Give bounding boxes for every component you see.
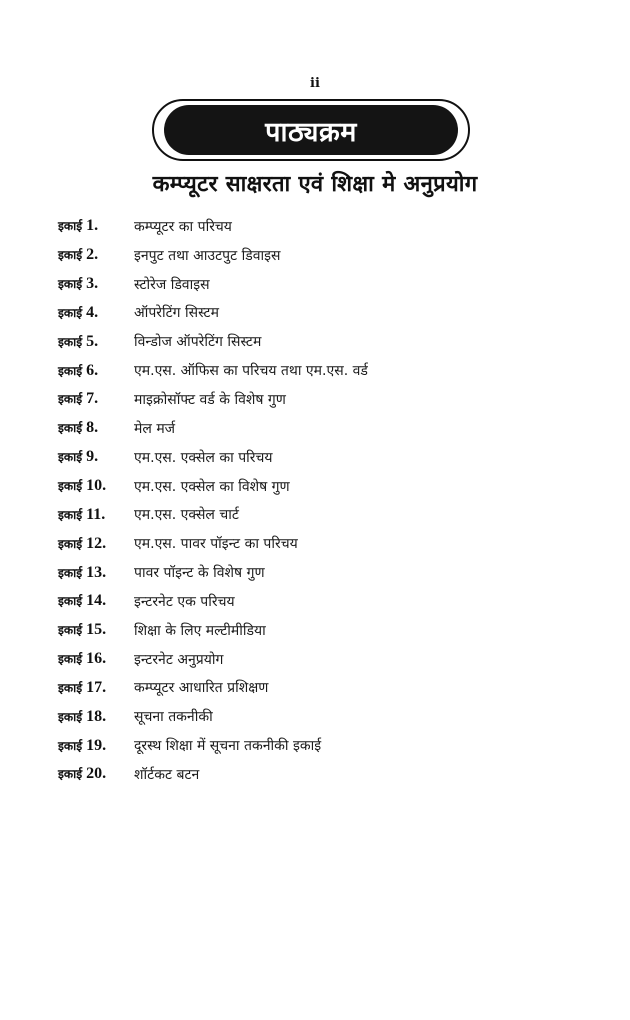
unit-title: एम.एस. एक्सेल चार्ट: [134, 507, 239, 524]
unit-word: इकाई: [58, 363, 83, 378]
unit-word: इकाई: [58, 479, 83, 494]
unit-label: [58, 362, 134, 380]
toc-row: [58, 587, 578, 616]
unit-number: 12.: [86, 534, 107, 552]
toc-row: [58, 472, 578, 501]
unit-title: मेल मर्ज: [134, 420, 176, 437]
course-subtitle: कम्प्यूटर साक्षरता एवं शिक्षा मे अनुप्रयोग: [152, 172, 478, 197]
unit-number: 6.: [86, 361, 99, 379]
unit-word: इकाई: [58, 219, 83, 234]
unit-title: शिक्षा के लिए मल्टीमीडिया: [134, 622, 266, 639]
unit-number: 1.: [86, 217, 99, 235]
toc-row: [58, 443, 578, 472]
toc-row: [58, 299, 578, 328]
toc-row: [58, 356, 578, 385]
unit-label: [58, 592, 134, 610]
toc-row: [58, 414, 578, 443]
unit-title: एम.एस. ऑफिस का परिचय तथा एम.एस. वर्ड: [134, 363, 368, 380]
unit-label: [58, 477, 134, 495]
toc-row: [58, 674, 578, 703]
unit-number: 15.: [86, 621, 107, 639]
unit-word: इकाई: [58, 507, 83, 522]
unit-label: [58, 708, 134, 726]
unit-label: [58, 535, 134, 553]
unit-title: दूरस्थ शिक्षा में सूचना तकनीकी इकाई: [134, 738, 322, 755]
unit-label: [58, 390, 134, 408]
unit-title: ऑपरेटिंग सिस्टम: [134, 305, 219, 322]
unit-word: इकाई: [58, 565, 83, 580]
unit-number: 7.: [86, 390, 99, 408]
unit-label: [58, 650, 134, 668]
unit-title: एम.एस. एक्सेल का विशेष गुण: [134, 478, 290, 495]
toc-row: [58, 385, 578, 414]
unit-title: इन्टरनेट एक परिचय: [134, 593, 235, 610]
toc-row: [58, 760, 578, 789]
unit-word: इकाई: [58, 277, 83, 292]
unit-word: इकाई: [58, 305, 83, 320]
toc-row: [58, 241, 578, 270]
toc-row: [58, 529, 578, 558]
toc-row: [58, 500, 578, 529]
unit-label: [58, 621, 134, 639]
unit-number: 19.: [86, 736, 107, 754]
unit-number: 11.: [86, 505, 106, 523]
unit-title: कम्प्यूटर आधारित प्रशिक्षण: [134, 680, 269, 697]
unit-word: इकाई: [58, 623, 83, 638]
unit-label: [58, 217, 134, 235]
unit-word: इकाई: [58, 248, 83, 263]
unit-title: एम.एस. एक्सेल का परिचय: [134, 449, 273, 466]
unit-title: इनपुट तथा आउटपुट डिवाइस: [134, 247, 281, 264]
unit-number: 20.: [86, 765, 107, 783]
unit-title: एम.एस. पावर पॉइन्ट का परिचय: [134, 536, 298, 553]
unit-label: [58, 737, 134, 755]
unit-number: 9.: [86, 448, 99, 466]
unit-label: [58, 448, 134, 466]
unit-number: 5.: [86, 332, 99, 350]
unit-title: विन्डोज ऑपरेटिंग सिस्टम: [134, 334, 262, 351]
unit-label: [58, 275, 134, 293]
toc-row: [58, 731, 578, 760]
unit-label: [58, 333, 134, 351]
toc-row: [58, 270, 578, 299]
unit-word: इकाई: [58, 594, 83, 609]
unit-number: 2.: [86, 246, 99, 264]
unit-title: इन्टरनेट अनुप्रयोग: [134, 651, 224, 668]
unit-number: 8.: [86, 419, 99, 437]
unit-number: 14.: [86, 592, 107, 610]
unit-title: शॉर्टकट बटन: [134, 766, 200, 783]
unit-title: स्टोरेज डिवाइस: [134, 276, 210, 293]
toc-row: [58, 327, 578, 356]
unit-word: इकाई: [58, 421, 83, 436]
unit-label: [58, 419, 134, 437]
unit-word: इकाई: [58, 652, 83, 667]
toc-row: [58, 558, 578, 587]
unit-number: 3.: [86, 275, 99, 293]
unit-word: इकाई: [58, 738, 83, 753]
toc-row: [58, 616, 578, 645]
unit-number: 4.: [86, 303, 99, 321]
page-number: ii: [310, 76, 320, 91]
unit-label: [58, 246, 134, 264]
unit-word: इकाई: [58, 450, 83, 465]
unit-label: [58, 564, 134, 582]
unit-title: कम्प्यूटर का परिचय: [134, 218, 232, 235]
toc-row: [58, 702, 578, 731]
unit-title: पावर पॉइन्ट के विशेष गुण: [134, 565, 265, 582]
unit-label: [58, 304, 134, 322]
unit-number: 16.: [86, 650, 107, 668]
unit-number: 17.: [86, 678, 107, 696]
unit-title: सूचना तकनीकी: [134, 709, 213, 726]
unit-word: इकाई: [58, 709, 83, 724]
unit-label: [58, 765, 134, 783]
unit-word: इकाई: [58, 334, 83, 349]
unit-title: माइक्रोसॉफ्ट वर्ड के विशेष गुण: [134, 391, 286, 408]
toc-row: [58, 212, 578, 241]
toc-row: [58, 645, 578, 674]
unit-number: 18.: [86, 707, 107, 725]
title-banner: पाठ्यक्रम: [164, 105, 458, 155]
table-of-contents: [58, 212, 578, 789]
unit-label: [58, 679, 134, 697]
unit-word: इकाई: [58, 536, 83, 551]
unit-number: 13.: [86, 563, 107, 581]
unit-word: इकाई: [58, 392, 83, 407]
unit-word: इकाई: [58, 767, 83, 782]
unit-word: इकाई: [58, 680, 83, 695]
unit-number: 10.: [86, 477, 107, 495]
unit-label: [58, 506, 134, 524]
